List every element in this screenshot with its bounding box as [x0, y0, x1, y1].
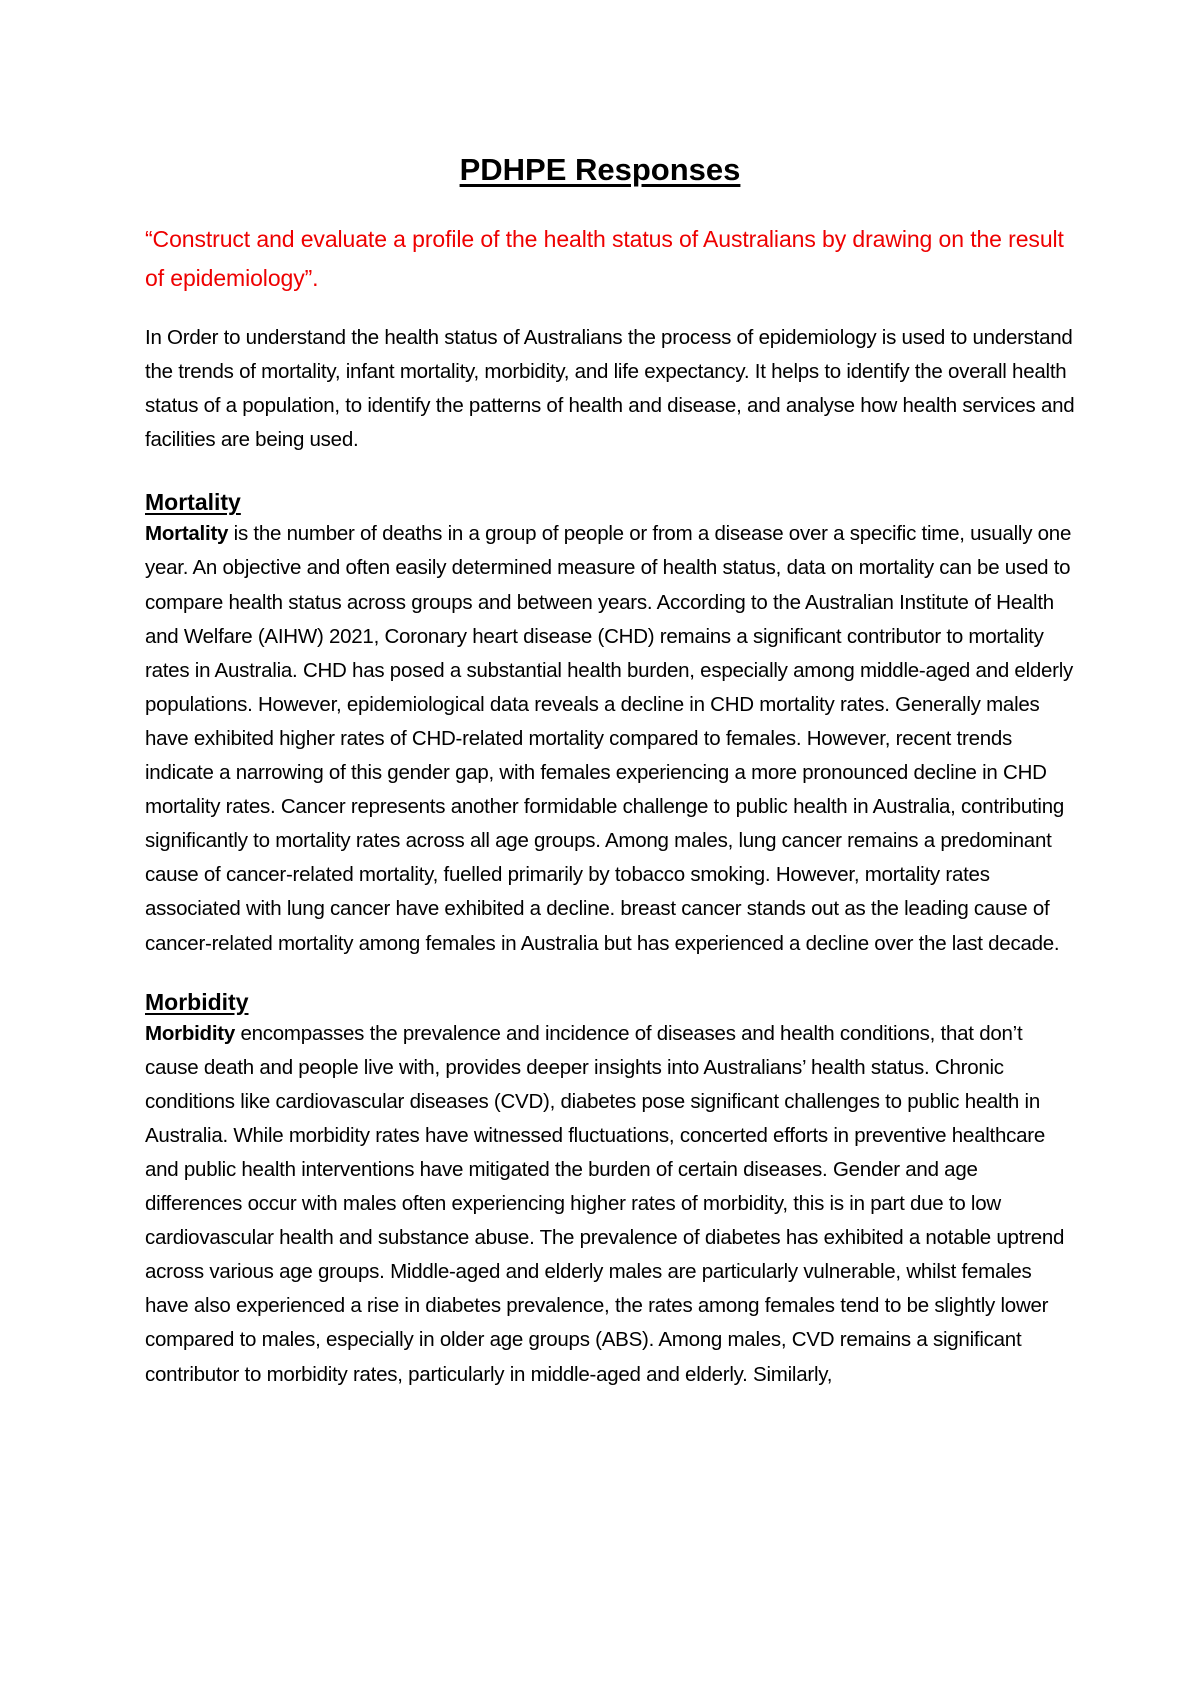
morbidity-body-text: encompasses the prevalence and incidence of diseases and health conditions, that don’t cause death and people live with, provides deeper insights into Australians’ health status. Chronic conditions like cardiovascular diseases (CVD), diabetes pose significant challenges to public health in Australia. While morbidity rates have witnessed fluctuations, concerted efforts in preventive healthcare and public health interventions have mitigated the burden of certain diseases. Gender and age differences occur with males often experiencing higher rates of morbidity, this is in part due to low cardiovascular health and substance abuse. The prevalence of diabetes has exhibited a notable uptrend across various age groups. Middle-aged and elderly males are particularly vulnerable, whilst females have also experienced a rise in diabetes prevalence, the rates among females tend to be slightly lower compared to males, especially in older age groups (ABS). Among males, CVD remains a significant contributor to morbidity rates, particularly in middle-aged and elderly. Similarly, — [145, 1021, 1065, 1386]
morbidity-lead-term: Morbidity — [145, 1021, 235, 1045]
section-heading-morbidity: Morbidity — [145, 988, 249, 1015]
morbidity-paragraph — [145, 1017, 1080, 1392]
mortality-body-text: is the number of deaths in a group of people or from a disease over a specific time, usually one year. An objective and often easily determined measure of health status, data on mortality can be used to compare health status across groups and between years. According to the Australian Institute of Health and Welfare (AIHW) 2021, Coronary heart disease (CHD) remains a significant contributor to mortality rates in Australia. CHD has posed a substantial health burden, especially among middle-aged and elderly populations. However, epidemiological data reveals a decline in CHD mortality rates. Generally males have exhibited higher rates of CHD-related mortality compared to females. However, recent trends indicate a narrowing of this gender gap, with females experiencing a more pronounced decline in CHD mortality rates. Cancer represents another formidable challenge to public health in Australia, contributing significantly to mortality rates across all age groups. Among males, lung cancer remains a predominant cause of cancer-related mortality, fuelled primarily by tobacco smoking. However, mortality rates associated with lung cancer have exhibited a decline. breast cancer stands out as the leading cause of cancer-related mortality among females in Australia but has experienced a decline over the last decade. — [145, 522, 1074, 955]
essay-question: “Construct and evaluate a profile of the health status of Australians by drawing on the result of epidemiology”. — [145, 226, 1064, 291]
intro-paragraph: In Order to understand the health status of Australians the process of epidemiology is used to understand the trends of mortality, infant mortality, morbidity, and life expectancy. It helps to identify the overall health status of a population, to identify the patterns of health and disease, and analyse how health services and facilities are being used. — [145, 326, 1075, 452]
section-heading-mortality: Mortality — [145, 489, 241, 516]
mortality-lead-term: Mortality — [145, 522, 229, 546]
document-body — [145, 220, 1080, 1392]
mortality-paragraph — [145, 517, 1080, 960]
page-title: PDHPE Responses — [459, 152, 741, 187]
